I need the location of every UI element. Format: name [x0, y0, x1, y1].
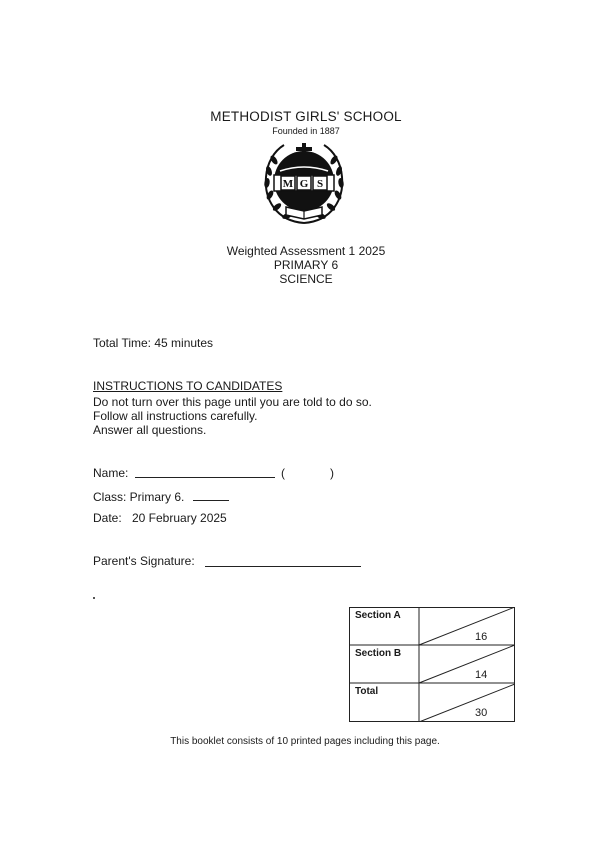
score-table [349, 607, 515, 722]
name-label: Name: [93, 466, 129, 480]
instructions-heading: INSTRUCTIONS TO CANDIDATES [93, 379, 283, 393]
total-label: Total [355, 686, 379, 697]
section-b-label: Section B [355, 648, 402, 659]
section-b-max: 14 [475, 669, 488, 681]
score-diagonal [419, 684, 515, 722]
assessment-title: Weighted Assessment 1 2025 [226, 244, 386, 258]
instruction-line: Answer all questions. [93, 423, 207, 437]
signature-label: Parent's Signature: [93, 554, 195, 568]
school-name: METHODIST GIRLS' SCHOOL [210, 109, 402, 124]
index-paren-open: ( [281, 466, 285, 480]
index-paren-close: ) [330, 466, 334, 480]
class-field[interactable] [193, 490, 229, 501]
section-a-label: Section A [355, 610, 401, 621]
section-a-max: 16 [475, 631, 488, 643]
total-max: 30 [475, 707, 488, 719]
stray-mark [93, 597, 95, 599]
score-diagonal [419, 645, 515, 683]
instruction-line: Do not turn over this page until you are told to do so. [93, 395, 372, 409]
date-label: Date: [93, 511, 122, 525]
school-crest-logo [258, 137, 350, 229]
name-field[interactable] [135, 467, 275, 478]
date-value: 20 February 2025 [132, 511, 227, 525]
svg-text:M: M [282, 178, 294, 190]
total-time: Total Time: 45 minutes [93, 336, 214, 350]
assessment-subject: SCIENCE [279, 272, 333, 286]
score-diagonal [419, 607, 515, 645]
class-label: Class: Primary 6. [93, 490, 185, 504]
signature-field[interactable] [205, 556, 361, 567]
instructions-list [93, 395, 372, 437]
assessment-level: PRIMARY 6 [273, 258, 339, 272]
svg-text:S: S [316, 178, 324, 190]
svg-text:G: G [299, 178, 309, 190]
booklet-note: This booklet consists of 10 printed pages including this page. [170, 736, 440, 747]
founded-year: Founded in 1887 [272, 126, 340, 136]
assessment-heading [0, 244, 600, 286]
index-number-field[interactable] [290, 466, 326, 480]
instruction-line: Follow all instructions carefully. [93, 409, 258, 423]
